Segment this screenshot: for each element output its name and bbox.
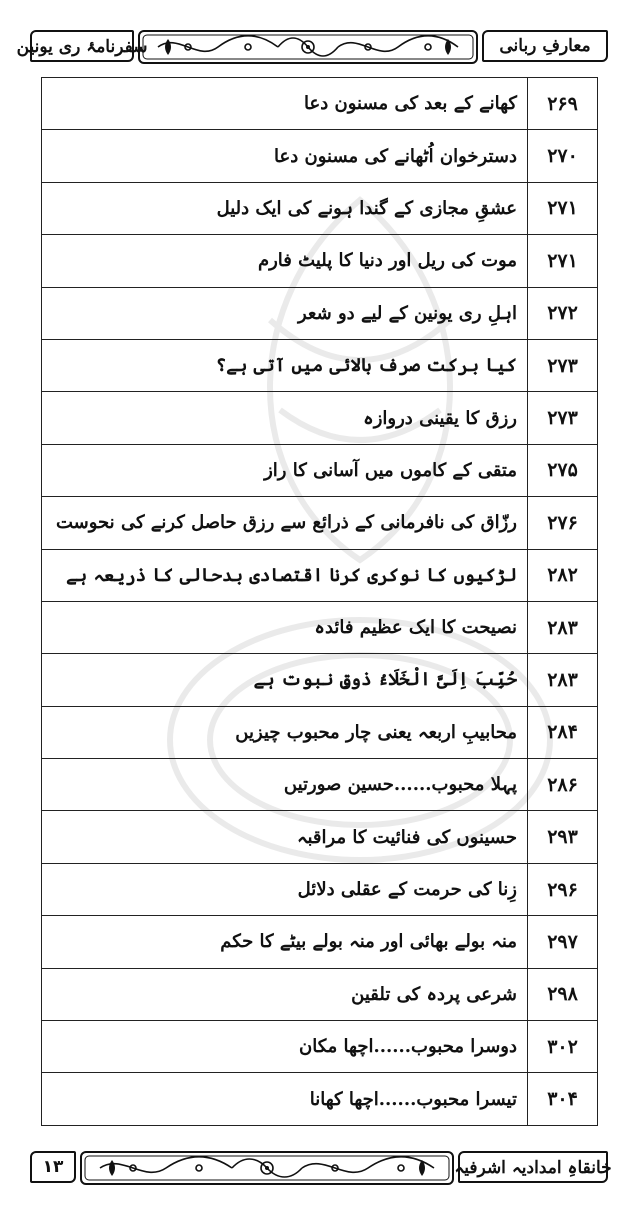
contents-table <box>41 77 598 1126</box>
toc-entry-title: حسینوں کی فنائیت کا مراقبہ <box>42 811 528 863</box>
toc-entry-title: لڑکیوں کا نوکری کرنا اقتصادی بدحالی کا ذریعہ ہے <box>42 549 528 601</box>
toc-page-number: ۲۷۰ <box>528 130 598 182</box>
toc-row <box>42 287 598 339</box>
toc-entry-title: دوسرا محبوب......اچھا مکان <box>42 1021 528 1073</box>
toc-row <box>42 339 598 391</box>
page-number: ۱۳ <box>30 1151 76 1183</box>
toc-row <box>42 392 598 444</box>
toc-entry-title: کیا برکت صرف بالائی میں آتی ہے؟ <box>42 339 528 391</box>
toc-row <box>42 706 598 758</box>
toc-row <box>42 182 598 234</box>
book-title-label: سفرنامۂ ری یونین <box>30 30 134 62</box>
toc-entry-title: زِنا کی حرمت کے عقلی دلائل <box>42 863 528 915</box>
section-title-label: معارفِ ربانی <box>482 30 608 62</box>
toc-page-number: ۲۹۶ <box>528 863 598 915</box>
toc-page-number: ۲۶۹ <box>528 78 598 130</box>
toc-entry-title: متقی کے کاموں میں آسانی کا راز <box>42 444 528 496</box>
toc-row <box>42 549 598 601</box>
toc-entry-title: کھانے کے بعد کی مسنون دعا <box>42 78 528 130</box>
toc-entry-title: پہلا محبوب......حسین صورتیں <box>42 759 528 811</box>
toc-entry-title: منہ بولے بھائی اور منہ بولے بیٹے کا حکم <box>42 916 528 968</box>
toc-row <box>42 654 598 706</box>
toc-entry-title: عشقِ مجازی کے گندا ہونے کی ایک دلیل <box>42 182 528 234</box>
toc-page-number: ۳۰۲ <box>528 1021 598 1073</box>
toc-row <box>42 759 598 811</box>
footer-ornament-icon <box>80 1151 454 1185</box>
toc-row <box>42 1021 598 1073</box>
toc-row <box>42 811 598 863</box>
publisher-label: خانقاہِ امدادیہ اشرفیہ <box>458 1151 608 1183</box>
toc-page-number: ۲۷۶ <box>528 497 598 549</box>
toc-entry-title: نصیحت کا ایک عظیم فائدہ <box>42 601 528 653</box>
toc-page-number: ۳۰۴ <box>528 1073 598 1125</box>
toc-page-number: ۲۷۲ <box>528 287 598 339</box>
toc-entry-title: دسترخوان اُٹھانے کی مسنون دعا <box>42 130 528 182</box>
toc-row <box>42 863 598 915</box>
toc-page-number: ۲۹۳ <box>528 811 598 863</box>
toc-page-number: ۲۸۳ <box>528 601 598 653</box>
toc-entry-title: رزق کا یقینی دروازہ <box>42 392 528 444</box>
toc-row <box>42 916 598 968</box>
toc-page-number: ۲۷۱ <box>528 235 598 287</box>
toc-entry-title: اہلِ ری یونین کے لیے دو شعر <box>42 287 528 339</box>
toc-page-number: ۲۷۳ <box>528 339 598 391</box>
toc-page-number: ۲۹۷ <box>528 916 598 968</box>
toc-page-number: ۲۷۳ <box>528 392 598 444</box>
toc-entry-title: رزّاق کی نافرمانی کے ذرائع سے رزق حاصل کرنے کی نحوست <box>42 497 528 549</box>
toc-entry-title: موت کی ریل اور دنیا کا پلیٹ فارم <box>42 235 528 287</box>
toc-row <box>42 1073 598 1125</box>
toc-page-number: ۲۹۸ <box>528 968 598 1020</box>
toc-page-number: ۲۸۴ <box>528 706 598 758</box>
toc-row <box>42 601 598 653</box>
toc-row <box>42 444 598 496</box>
toc-row <box>42 235 598 287</box>
toc-page-number: ۲۷۱ <box>528 182 598 234</box>
toc-row <box>42 497 598 549</box>
toc-row <box>42 78 598 130</box>
toc-page-number: ۲۸۲ <box>528 549 598 601</box>
toc-page-number: ۲۸۳ <box>528 654 598 706</box>
page-header <box>16 30 608 64</box>
toc-entry-title: شرعی پردہ کی تلقین <box>42 968 528 1020</box>
toc-row <box>42 130 598 182</box>
toc-entry-title: حُبِّبَ اِلَیَّ الْخَلَاءُ ذوقِ نبوت ہے <box>42 654 528 706</box>
toc-entry-title: تیسرا محبوب......اچھا کھانا <box>42 1073 528 1125</box>
page-footer <box>30 1151 612 1185</box>
toc-entry-title: محابیبِ اربعہ یعنی چار محبوب چیزیں <box>42 706 528 758</box>
toc-row <box>42 968 598 1020</box>
header-ornament-icon <box>138 30 478 64</box>
toc-page-number: ۲۸۶ <box>528 759 598 811</box>
toc-page-number: ۲۷۵ <box>528 444 598 496</box>
